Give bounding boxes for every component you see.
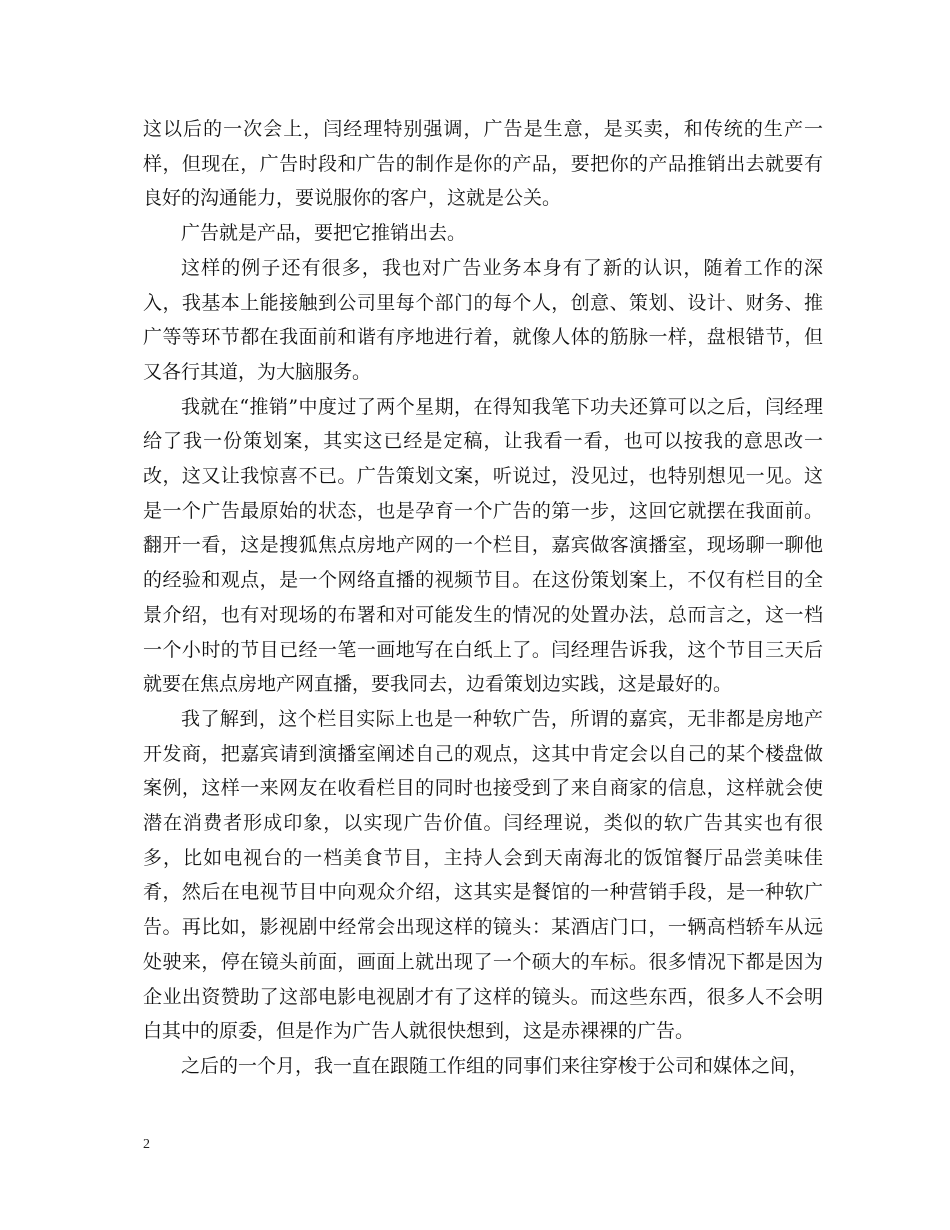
paragraph-3: 这样的例子还有很多，我也对广告业务本身有了新的认识，随着工作的深入，我基本上能接触到公司里每个部门的每个人，创意、策划、设计、财务、推广等等环节都在我面前和谐有序地进行着，就像人体的筋脉一样，盘根错节，但又各行其道，为大脑服务。 (143, 256, 823, 383)
paragraph-1: 这以后的一次会上，闫经理特别强调，广告是生意，是买卖，和传统的生产一样，但现在，广告时段和广告的制作是你的产品，要把你的产品推销出去就要有良好的沟通能力，要说服你的客户，这就是公关。 (143, 118, 823, 210)
paragraph-5: 我了解到，这个栏目实际上也是一种软广告，所谓的嘉宾，无非都是房地产开发商，把嘉宾请到演播室阐述自己的观点，这其中肯定会以自己的某个楼盘做案例，这样一来网友在收看栏目的同时也接受到了来自商家的信息，这样就会使潜在消费者形成印象，以实现广告价值。闫经理说，类似的软广告其实也有很多，比如电视台的一档美食节目，主持人会到天南海北的饭馆餐厅品尝美味佳肴，然后在电视节目中向观众介绍，这其实是餐馆的一种营销手段，是一种软广告。再比如，影视剧中经常会出现这样的镜头：某酒店门口，一辆高档轿车从远处驶来，停在镜头前面，画面上就出现了一个硕大的车标。很多情况下都是因为企业出资赞助了这部电影电视剧才有了这样的镜头。而这些东西，很多人不会明白其中的原委，但是作为广告人就很快想到，这是赤裸裸的广告。 (143, 707, 823, 1043)
document-body (143, 112, 823, 1084)
paragraph-2: 广告就是产品，要把它推销出去。 (181, 222, 467, 245)
page-number: 2 (143, 1137, 150, 1152)
paragraph-4: 我就在“推销”中度过了两个星期，在得知我笔下功夫还算可以之后，闫经理给了我一份策划案，其实这已经是定稿，让我看一看，也可以按我的意思改一改，这又让我惊喜不已。广告策划文案，听说过，没见过，也特别想见一见。这是一个广告最原始的状态，也是孕育一个广告的第一步，这回它就摆在我面前。翻开一看，这是搜狐焦点房地产网的一个栏目，嘉宾做客演播室，现场聊一聊他的经验和观点，是一个网络直播的视频节目。在这份策划案上，不仅有栏目的全景介绍，也有对现场的布署和对可能发生的情况的处置办法，总而言之，这一档一个小时的节目已经一笔一画地写在白纸上了。闫经理告诉我，这个节目三天后就要在焦点房地产网直播，要我同去，边看策划边实践，这是最好的。 (143, 395, 823, 696)
paragraph-6: 之后的一个月，我一直在跟随工作组的同事们来往穿梭于公司和媒体之间， (181, 1054, 809, 1077)
